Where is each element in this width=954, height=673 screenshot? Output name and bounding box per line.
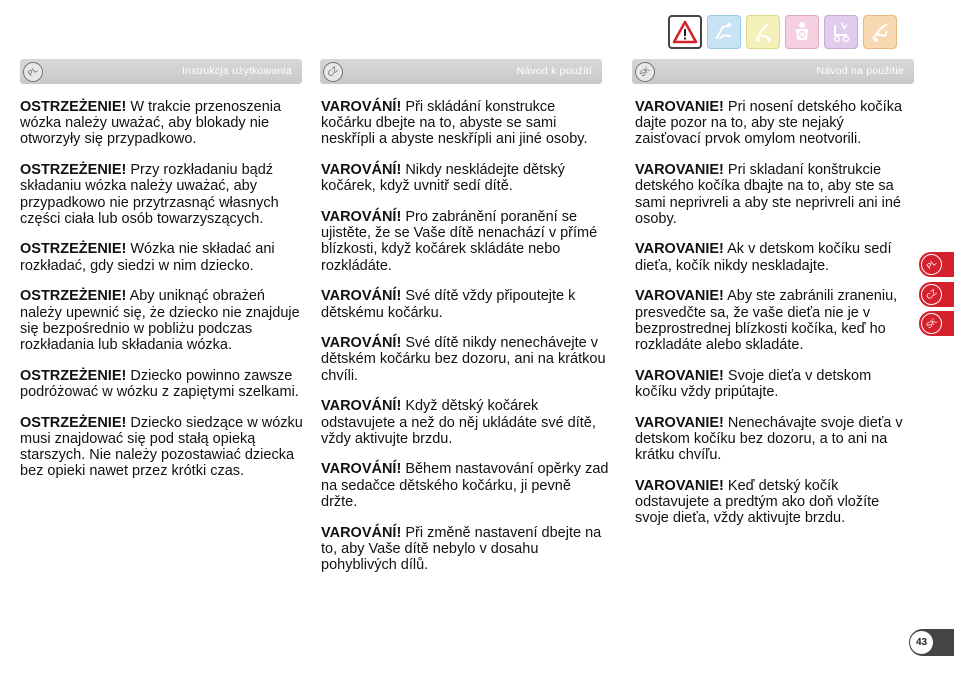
warning-paragraph: VAROVANIE! Aby ste zabránili zraneniu, presvedčte sa, že vaše dieťa nie je v bezprostrednej blízkosti kočíka, keď ho rozkladáte alebo skladáte. xyxy=(635,288,898,353)
warning-paragraph: VAROVÁNÍ! Své dítě vždy připoutejte k dětskému kočárku. xyxy=(321,288,576,321)
stroller-brake-icon xyxy=(824,15,858,49)
stroller-fold-icon xyxy=(707,15,741,49)
lang-badge-sk: SK xyxy=(632,59,658,84)
warning-paragraph: VAROVÁNÍ! Nikdy neskládejte dětský kočárek, když uvnitř sedí dítě. xyxy=(321,162,565,195)
stroller-push-icon xyxy=(746,15,780,49)
warning-paragraph: VAROVÁNÍ! Během nastavování opěrky zad na sedačce dětského kočárku, ji pevně držte. xyxy=(321,461,609,510)
stroller-seat-icon xyxy=(863,15,897,49)
warning-paragraph: VAROVÁNÍ! Při skládání konstrukce kočárku dbejte na to, abyste se sami neskřípli a abyste neskřípli ani jiné osoby. xyxy=(321,99,588,148)
warning-paragraph: VAROVÁNÍ! Své dítě nikdy nenechávejte v dětském kočárku bez dozoru, ani na krátkou chvíli. xyxy=(321,335,606,384)
page-number: 43 xyxy=(910,631,933,654)
column-header-cz xyxy=(320,59,602,84)
lang-badge-cz: CZ xyxy=(320,59,346,84)
column-title-sk: Návod na použitie xyxy=(816,65,904,77)
warning-paragraph: VAROVANIE! Ak v detskom kočíku sedí dieťa, kočík nikdy neskladajte. xyxy=(635,241,892,274)
warning-paragraph: OSTRZEŻENIE! W trakcie przenoszenia wózka należy uważać, aby blokady nie otworzyły się przypadkowo. xyxy=(20,99,282,148)
warning-paragraph: OSTRZEŻENIE! Przy rozkładaniu bądź składaniu wózka należy uważać, aby przypadkowo nie przytrzasnąć własnych części ciała lub osób towarzyszących. xyxy=(20,162,279,227)
warning-paragraph: VAROVÁNÍ! Pro zabránění poranění se ujistěte, že se Vaše dítě nenachází v přímé blízkosti, když kočárek skládáte nebo rozkládáte. xyxy=(321,209,598,274)
warning-paragraph: VAROVANIE! Nenechávajte svoje dieťa v detskom kočíku bez dozoru, a to ani na krátku chvíľu. xyxy=(635,414,903,463)
icon-row xyxy=(668,15,897,49)
baby-harness-icon xyxy=(785,15,819,49)
lang-badge-pl: PL xyxy=(20,59,46,84)
warning-triangle-icon xyxy=(668,15,702,49)
column-header-pl xyxy=(20,59,302,84)
column-title-pl: Instrukcja użytkowania xyxy=(181,65,292,77)
column-title-cz: Návod k použití xyxy=(516,65,592,77)
column-pl xyxy=(20,99,306,494)
warning-paragraph: VAROVÁNÍ! Při změně nastavení dbejte na to, aby Vaše dítě nebylo v dosahu pohyblivých dílů. xyxy=(321,524,602,573)
page-number-tab xyxy=(909,629,954,656)
warning-paragraph: VAROVANIE! Svoje dieťa v detskom kočíku vždy pripútajte. xyxy=(635,367,872,400)
warning-paragraph: VAROVANIE! Keď detský kočík odstavujete a predtým ako doň vložíte svoje dieťa, vždy aktivujte brzdu. xyxy=(635,477,880,527)
warning-paragraph: OSTRZEŻENIE! Dziecko siedzące w wózku musi znajdować się pod stałą opieką starszych. Nie należy pozostawiać dziecka bez opieki nawet przez krótki czas. xyxy=(20,414,303,480)
warning-paragraph: OSTRZEŻENIE! Aby uniknąć obrażeń należy upewnić się, że dziecko nie znajduje się bezpośrednio w pobliżu podczas rozkładania lub składania wózka. xyxy=(20,288,300,353)
warning-paragraph: VAROVANIE! Pri nosení detského kočíka dajte pozor na to, aby ste nejaký zaisťovací prvok omylom neotvorili. xyxy=(635,99,903,148)
column-sk xyxy=(635,99,913,541)
column-header-sk xyxy=(632,59,914,84)
warning-paragraph: OSTRZEŻENIE! Dziecko powinno zawsze podróżować w wózku z zapiętymi szelkami. xyxy=(20,367,299,400)
warning-paragraph: VAROVANIE! Pri skladaní konštrukcie detského kočíka dbajte na to, aby ste sa sami neprivreli a aby ste neprivreli ani iné osoby. xyxy=(635,162,901,227)
warning-paragraph: OSTRZEŻENIE! Wózka nie składać ani rozkładać, gdy siedzi w nim dziecko. xyxy=(20,241,275,274)
column-cz xyxy=(321,99,609,588)
side-tab-pl[interactable]: PL xyxy=(919,252,954,277)
warning-paragraph: VAROVÁNÍ! Když dětský kočárek odstavujete a než do něj ukládáte své dítě, vždy aktivujte brzdu. xyxy=(321,398,596,447)
side-tab-sk[interactable]: SK xyxy=(919,311,954,336)
side-tab-cz[interactable]: CZ xyxy=(919,282,954,307)
